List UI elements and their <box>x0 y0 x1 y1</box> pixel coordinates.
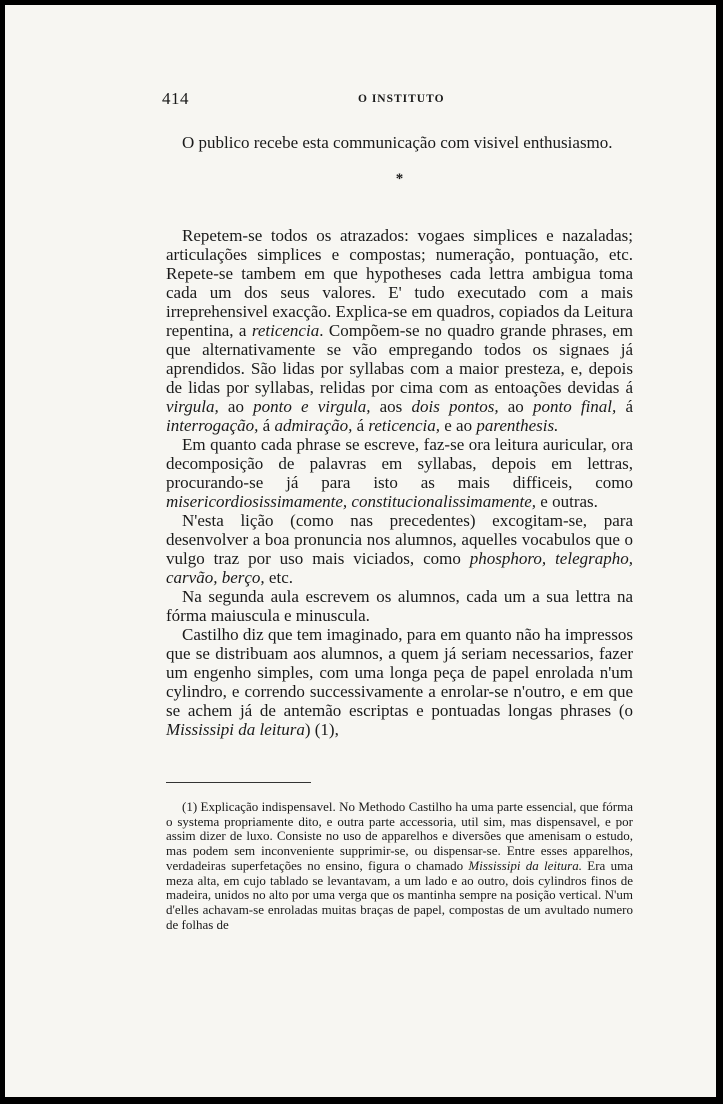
body-text <box>166 133 633 739</box>
paragraph-4: N'esta lição (como nas precedentes) excogitam-se, para desenvolver a boa pronuncia nos alumnos, aquelles vocabulos que o vulgo traz por uso mais viciados, como phosphoro, telegrapho, carvão, berço, etc. <box>166 511 633 587</box>
footnote-text: (1) Explicação indispensavel. No Methodo Castilho ha uma parte essencial, que fórma o systema propriamente dito, e outra parte accessoria, util sim, mas dispensavel, e por assim dizer de luxo. Consiste no uso de apparelhos e diversões que amenisam o estudo, mas podem sem inconveniente supprimir-se, ou dispensar-se. Entre esses apparelhos, verdadeiras superfetações no ensino, figura o chamado Mississipi da leitura. Era uma meza alta, em cujo tablado se levantavam, a um lado e ao outro, dois cylindros finos de madeira, unidos no alto por uma verga que os mantinha sempre na posição vertical. N'um d'elles achavam-se enroladas muitas braças de papel, compostas de um avultado numero de folhas de <box>166 799 633 932</box>
page-number: 414 <box>162 89 189 108</box>
book-page <box>5 5 716 1097</box>
paragraph-2: Repetem-se todos os atrazados: vogaes simplices e nazaladas; articulações simplices e compostas; numeração, pontuação, etc. Repete-se tambem em que hypotheses cada lettra ambigua toma cada um dos seus valores. E' tudo executado com a mais irreprehensivel exacção. Explica-se em quadros, copiados da Leitura repentina, a reticencia. Compõem-se no quadro grande phrases, em que alternativamente se vão empregando todos os signaes já aprendidos. São lidas por syllabas com a maior presteza, e, depois de lidas por syllabas, relidas por cima com as entoações devidas á virgula, ao ponto e virgula, aos dois pontos, ao ponto final, á interrogação, á admiração, á reticencia, e ao parenthesis. <box>166 226 633 435</box>
running-head: O INSTITUTO <box>358 93 445 105</box>
footnote-rule <box>166 782 311 783</box>
page-header <box>162 89 632 111</box>
paragraph-1: O publico recebe esta communicação com visivel enthusiasmo. <box>182 133 613 152</box>
paragraph-3: Em quanto cada phrase se escreve, faz-se ora leitura auricular, ora decomposição de palavras em syllabas, depois em lettras, procurando-se já para isto as mais difficeis, como misericordiosissimamente, constitucionalissimamente, e outras. <box>166 435 633 511</box>
paragraph-5: Na segunda aula escrevem os alumnos, cada um a sua lettra na fórma maiuscula e minuscula. <box>166 587 633 625</box>
section-separator: * <box>395 171 404 187</box>
footnote <box>166 800 633 932</box>
paragraph-6: Castilho diz que tem imaginado, para em quanto não ha impressos que se distribuam aos alumnos, a quem já seriam necessarios, fazer um engenho simples, com uma longa peça de papel enrolada n'um cylindro, e correndo successivamente a enrolar-se n'outro, e em que se achem já de antemão escriptas e pontuadas longas phrases (o Mississipi da leitura) (1), <box>166 625 633 739</box>
